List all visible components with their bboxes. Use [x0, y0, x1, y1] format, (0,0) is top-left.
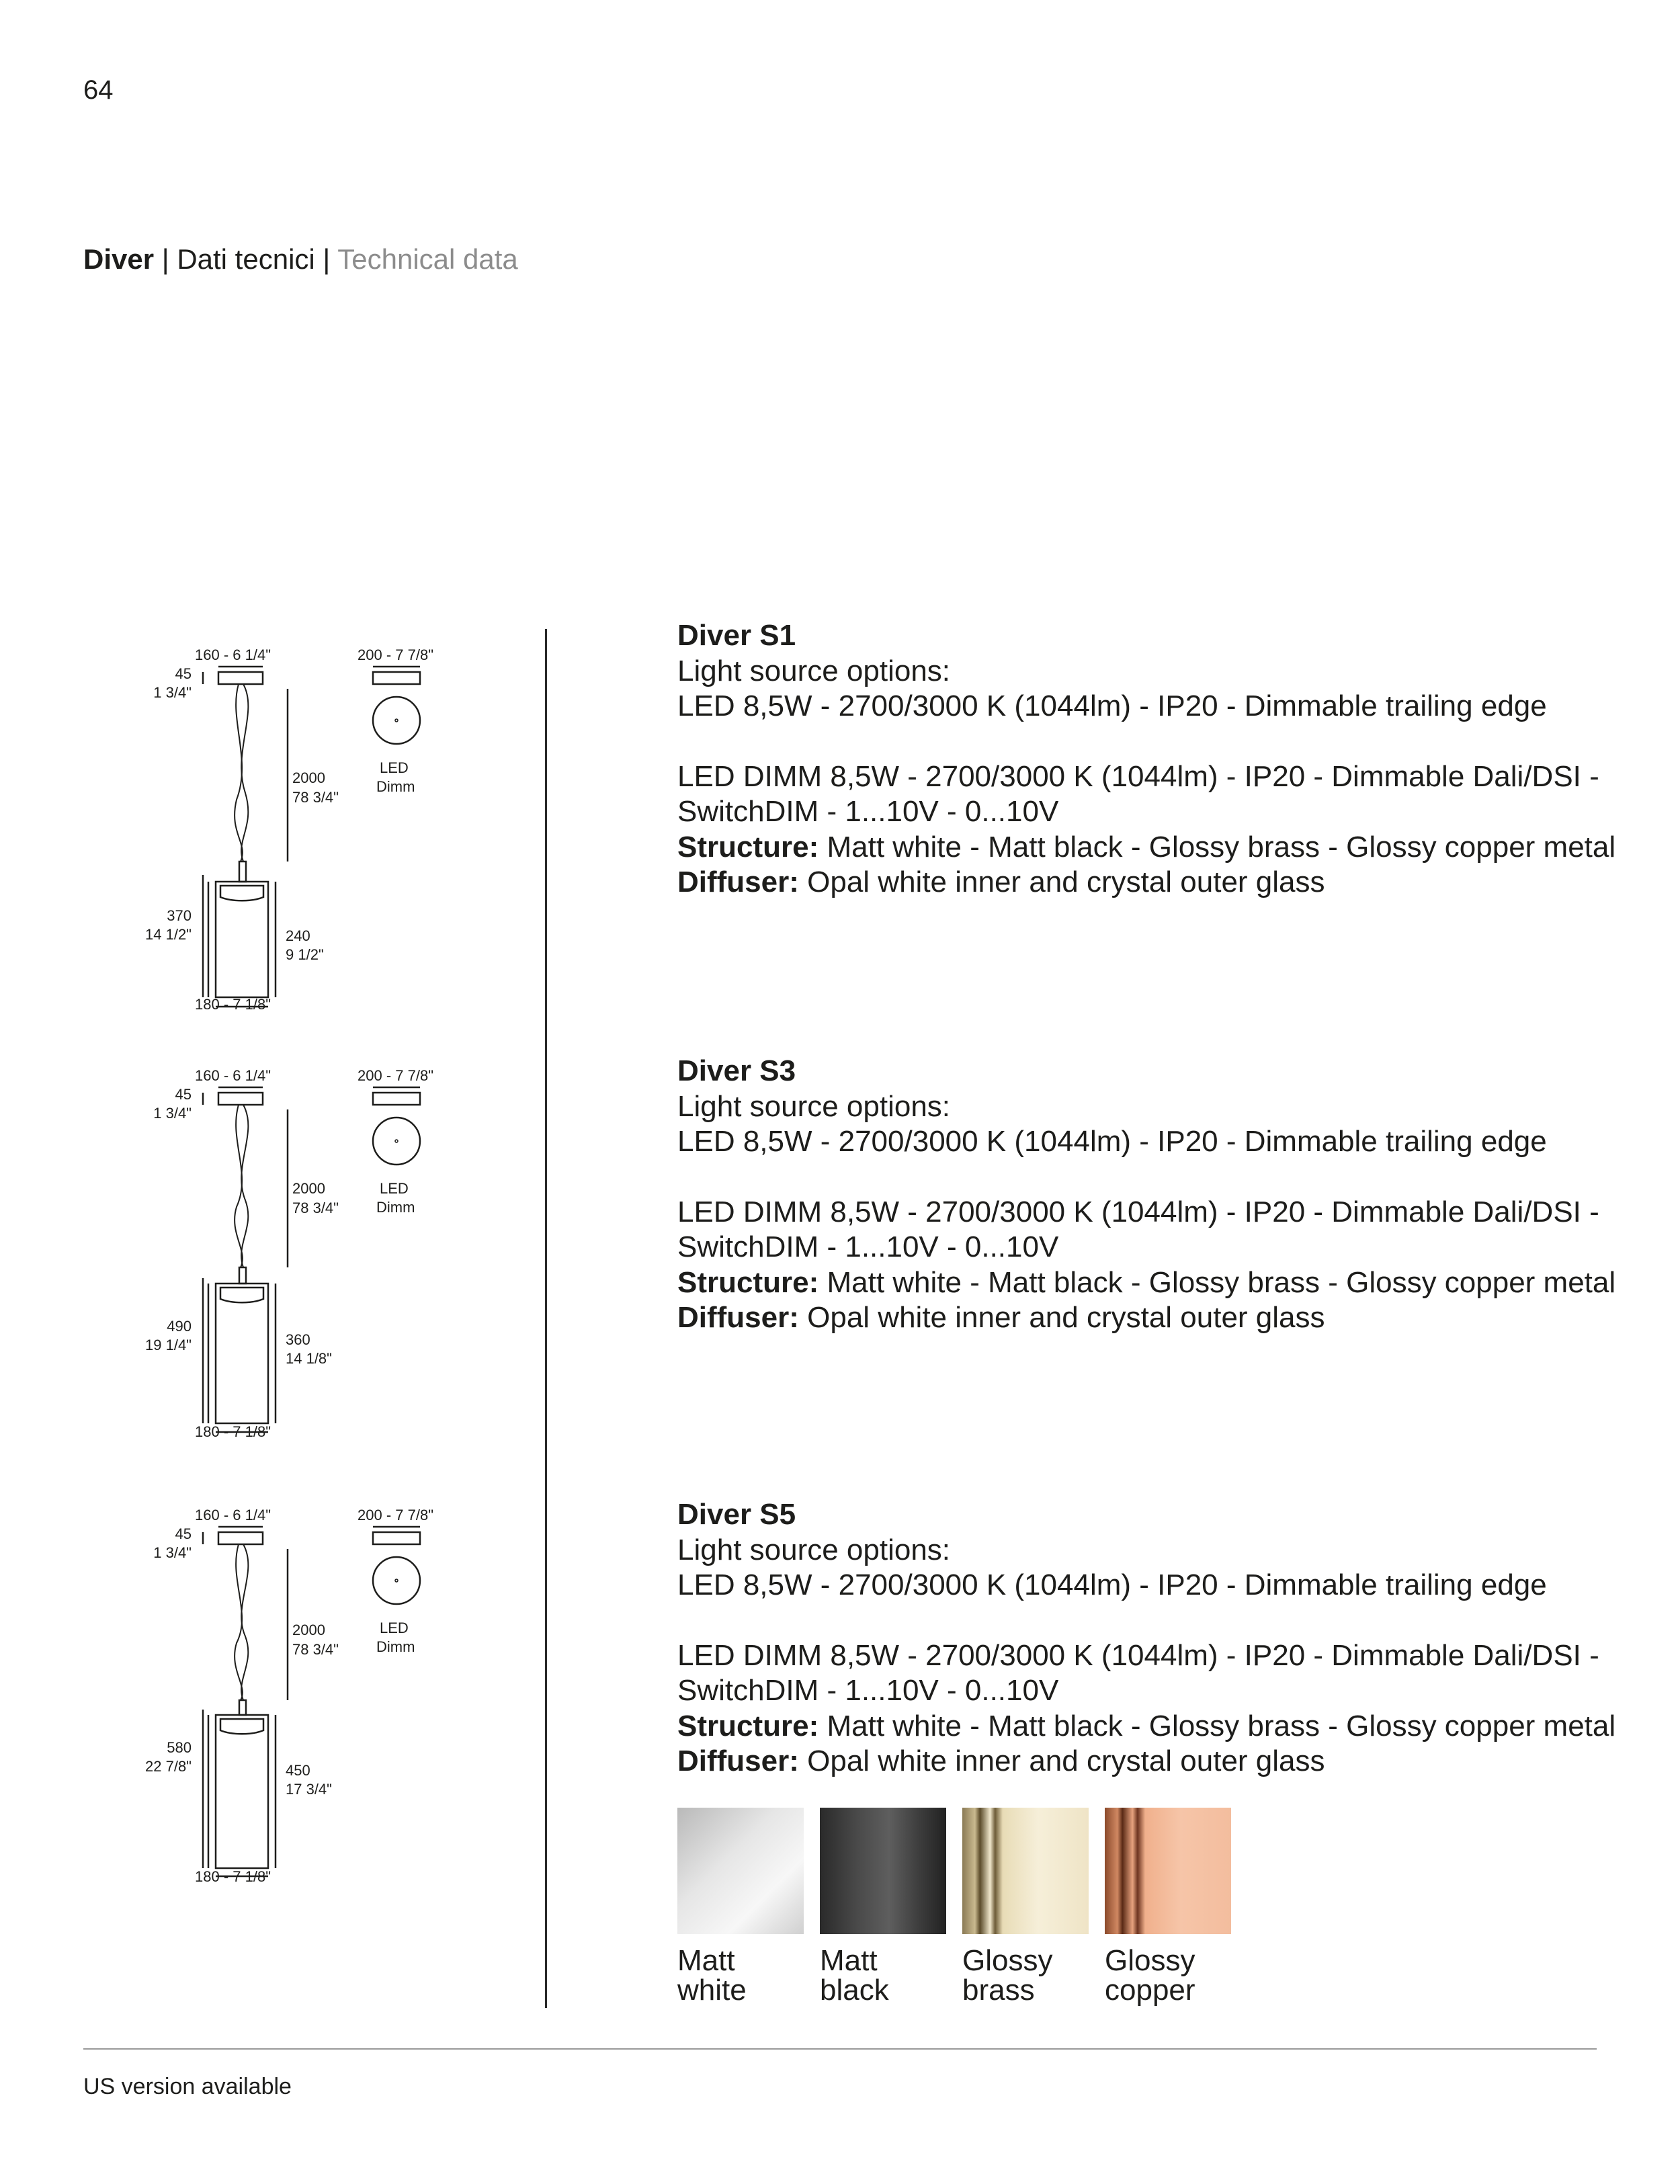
spec-name: Diver S5 [677, 1498, 796, 1531]
dim-bottom-width: 180 - 7 1/8" [195, 1868, 271, 1885]
dim-body-in: 9 1/2" [286, 946, 324, 963]
dim-cable-mm: 2000 [292, 1622, 325, 1638]
led-label: LED [380, 1620, 409, 1636]
dim-total-in: 14 1/2" [145, 926, 192, 943]
dim-body-mm: 450 [286, 1762, 310, 1779]
dim-canopy-in: 1 3/4" [153, 1105, 192, 1122]
finish-label-line1: Matt [820, 1944, 878, 1977]
dim-body-in: 17 3/4" [286, 1781, 332, 1798]
finish-label-line2: brass [962, 1974, 1035, 2007]
dim-cable-in: 78 3/4" [292, 789, 339, 806]
dim-body-mm: 360 [286, 1331, 310, 1348]
dim-side-width: 200 - 7 7/8" [358, 1507, 433, 1523]
spec-led-option-2b: SwitchDIM - 1...10V - 0...10V [677, 1230, 1059, 1263]
footer-note: US version available [83, 2074, 292, 2099]
finish-label-glossy-brass [962, 1946, 1097, 2005]
structure-value: Matt white - Matt black - Glossy brass - Glossy copper metal [827, 1709, 1616, 1742]
finish-label-matt-white [677, 1946, 812, 2005]
dim-cable-in: 78 3/4" [292, 1641, 339, 1658]
page-number: 64 [83, 75, 114, 105]
finish-label-line1: Glossy [962, 1944, 1053, 1977]
technical-drawing-s5 [128, 1499, 491, 1888]
spec-structure [677, 1709, 1618, 1745]
structure-label: Structure: [677, 830, 819, 864]
dim-bottom-width: 180 - 7 1/8" [195, 1423, 271, 1440]
finish-label-line2: white [677, 1974, 747, 2007]
dim-side-width: 200 - 7 7/8" [358, 646, 433, 663]
spec-led-option-2a: LED DIMM 8,5W - 2700/3000 K (1044lm) - IP20 - Dimmable Dali/DSI - [677, 1638, 1599, 1672]
spec-led-option-2b: SwitchDIM - 1...10V - 0...10V [677, 795, 1059, 828]
dim-top-width: 160 - 6 1/4" [195, 1067, 271, 1084]
spec-block-s1 [677, 618, 1618, 900]
finish-label-line2: black [820, 1974, 889, 2007]
dim-total-in: 19 1/4" [145, 1337, 192, 1353]
spec-led-option-1: LED 8,5W - 2700/3000 K (1044lm) - IP20 - Dimmable trailing edge [677, 1568, 1547, 1601]
dim-cable-in: 78 3/4" [292, 1200, 339, 1216]
finish-swatch-matt-white [677, 1808, 804, 1934]
led-label: LED [380, 759, 409, 776]
spec-block-s5 [677, 1497, 1618, 1779]
dim-body-mm: 240 [286, 927, 310, 944]
dim-cable-mm: 2000 [292, 769, 325, 786]
dim-body-in: 14 1/8" [286, 1350, 332, 1367]
dim-top-width: 160 - 6 1/4" [195, 646, 271, 663]
dim-top-width: 160 - 6 1/4" [195, 1507, 271, 1523]
structure-value: Matt white - Matt black - Glossy brass - Glossy copper metal [827, 1265, 1616, 1299]
dim-total-mm: 490 [167, 1318, 192, 1335]
dim-total-in: 22 7/8" [145, 1758, 192, 1775]
spec-led-option-2b: SwitchDIM - 1...10V - 0...10V [677, 1674, 1059, 1707]
dim-canopy-in: 1 3/4" [153, 1544, 192, 1561]
spec-options-label: Light source options: [677, 1533, 951, 1566]
technical-drawing-s1 [128, 638, 491, 1021]
spec-led-option-2a: LED DIMM 8,5W - 2700/3000 K (1044lm) - IP20 - Dimmable Dali/DSI - [677, 759, 1599, 793]
diffuser-value: Opal white inner and crystal outer glass [807, 1301, 1325, 1334]
title-separator: | [161, 243, 169, 275]
spec-led-option-2a: LED DIMM 8,5W - 2700/3000 K (1044lm) - IP20 - Dimmable Dali/DSI - [677, 1195, 1599, 1228]
finish-swatch-glossy-copper [1105, 1808, 1231, 1934]
diffuser-label: Diffuser: [677, 1745, 799, 1777]
title-product: Diver [83, 243, 155, 275]
footer-divider [83, 2048, 1597, 2050]
finish-label-line1: Matt [677, 1944, 735, 1977]
finish-label-line1: Glossy [1105, 1944, 1195, 1977]
finish-label-line2: copper [1105, 1974, 1195, 2007]
diffuser-label: Diffuser: [677, 866, 799, 898]
dim-total-mm: 580 [167, 1739, 192, 1756]
diffuser-value: Opal white inner and crystal outer glass [807, 1745, 1325, 1777]
title-english: Technical data [337, 243, 518, 275]
dimm-label: Dimm [376, 778, 415, 795]
finish-label-matt-black [820, 1946, 954, 2005]
structure-label: Structure: [677, 1265, 819, 1299]
spec-diffuser [677, 1300, 1618, 1336]
spec-led-option-1: LED 8,5W - 2700/3000 K (1044lm) - IP20 - Dimmable trailing edge [677, 1125, 1547, 1158]
spec-diffuser [677, 865, 1618, 900]
spec-options-label: Light source options: [677, 654, 951, 687]
structure-value: Matt white - Matt black - Glossy brass - Glossy copper metal [827, 830, 1616, 864]
title-italian: Dati tecnici [177, 243, 315, 275]
spec-name: Diver S3 [677, 1054, 796, 1087]
dim-canopy-mm: 45 [175, 1086, 192, 1103]
dim-canopy-mm: 45 [175, 1525, 192, 1542]
dim-total-mm: 370 [167, 907, 192, 924]
dim-side-width: 200 - 7 7/8" [358, 1067, 433, 1084]
finish-swatch-glossy-brass [962, 1808, 1089, 1934]
structure-label: Structure: [677, 1709, 819, 1742]
technical-drawing-s3 [128, 1059, 491, 1449]
dim-canopy-in: 1 3/4" [153, 684, 192, 701]
spec-structure [677, 830, 1618, 866]
dim-canopy-mm: 45 [175, 665, 192, 682]
finish-label-glossy-copper [1105, 1946, 1239, 2005]
spec-block-s3 [677, 1054, 1618, 1336]
dim-bottom-width: 180 - 7 1/8" [195, 996, 271, 1013]
page-title [83, 243, 518, 276]
column-divider [545, 629, 547, 2008]
dimm-label: Dimm [376, 1199, 415, 1216]
spec-led-option-1: LED 8,5W - 2700/3000 K (1044lm) - IP20 - Dimmable trailing edge [677, 689, 1547, 722]
spec-structure [677, 1265, 1618, 1301]
diffuser-value: Opal white inner and crystal outer glass [807, 866, 1325, 898]
diffuser-label: Diffuser: [677, 1301, 799, 1334]
dimm-label: Dimm [376, 1638, 415, 1655]
spec-diffuser [677, 1744, 1618, 1779]
title-separator-2: | [323, 243, 331, 275]
spec-name: Diver S1 [677, 619, 796, 652]
led-label: LED [380, 1180, 409, 1197]
dim-cable-mm: 2000 [292, 1180, 325, 1197]
spec-options-label: Light source options: [677, 1089, 951, 1123]
finish-swatch-matt-black [820, 1808, 946, 1934]
